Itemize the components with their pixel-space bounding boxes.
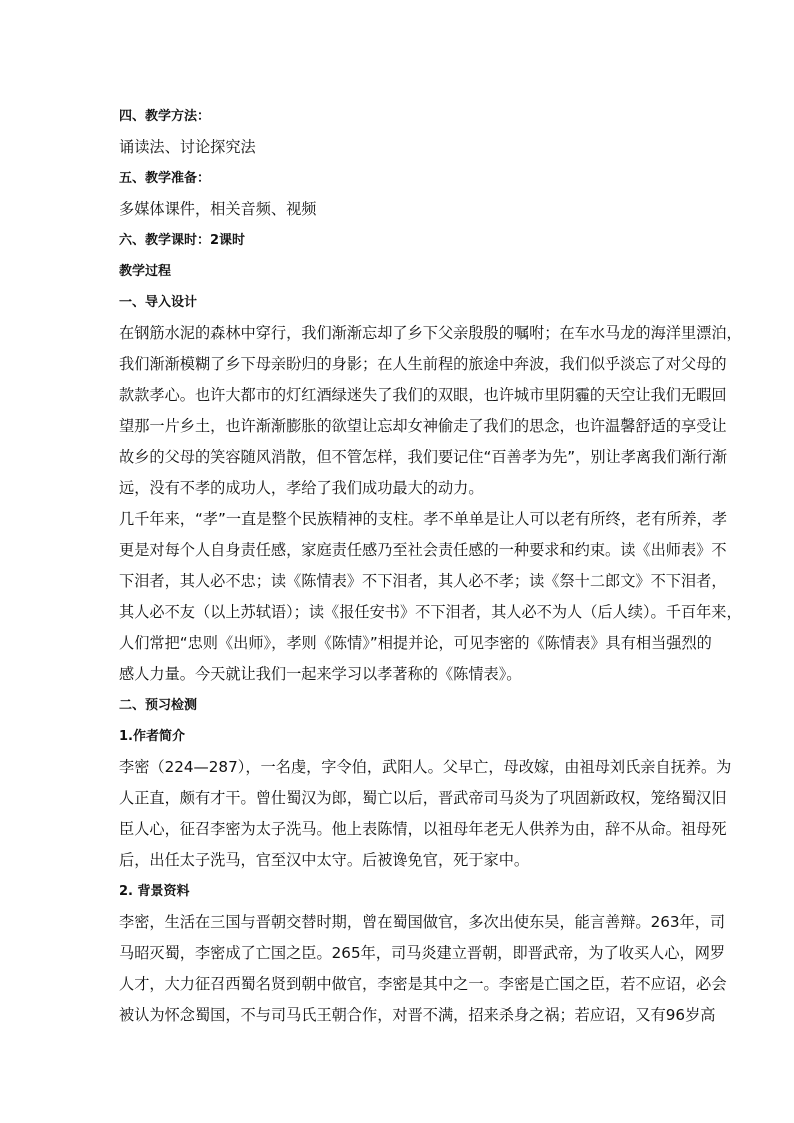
paragraph-line: 望那一片乡土，也许渐渐膨胀的欲望让忘却女神偷走了我们的思念，也许温馨舒适的享受让 [119, 417, 727, 435]
paragraph-line: 被认为怀念蜀国，不与司马氏王朝合作，对晋不满，招来杀身之祸；若应诏，又有96岁高 [119, 1006, 716, 1024]
paragraph-line: 更是对每个人自身责任感，家庭责任感乃至社会责任感的一种要求和约束。读《出师表》不 [119, 541, 727, 559]
part-title-introduction: 一、导入设计 [119, 295, 198, 310]
paragraph-line: 下泪者，其人必不忠；读《陈情表》不下泪者，其人必不孝；读《祭十二郎文》不下泪者， [119, 572, 727, 590]
paragraph-line: 李密，生活在三国与晋朝交替时期，曾在蜀国做官，多次出使东吴，能言善辩。263年，司 [119, 913, 726, 931]
paragraph-line: 其人必不友（以上苏轼语）；读《报任安书》不下泪者，其人必不为人（后人续）。千百年来， [119, 603, 742, 621]
author-paragraph [119, 752, 732, 876]
part-title-preview: 二、预习检测 [119, 698, 198, 713]
paragraph-line: 我们渐渐模糊了乡下母亲盼归的身影；在人生前程的旅途中奔波，我们似乎淡忘了对父母的 [119, 355, 727, 373]
paragraph-line: 臣人心，征召李密为太子洗马。他上表陈情，以祖母年老无人供养为由，辞不从命。祖母死 [119, 820, 727, 838]
methods-text: 诵读法、讨论探究法 [119, 138, 256, 156]
background-paragraph [119, 907, 727, 1031]
paragraph-line: 在钢筋水泥的森林中穿行，我们渐渐忘却了乡下父亲殷殷的嘱咐；在车水马龙的海洋里漂泊， [119, 324, 742, 342]
paragraph-line: 远，没有不孝的成功人，孝给了我们成功最大的动力。 [119, 479, 484, 497]
paragraph-line: 故乡的父母的笑容随风消散，但不管怎样，我们要记住“百善孝为先”，别让孝离我们渐行渐 [119, 448, 728, 466]
section-title-periods: 六、教学课时：2课时 [119, 233, 246, 248]
subsection-title-author: 1.作者简介 [119, 729, 185, 744]
paragraph-line: 李密（224—287），一名虔，字令伯，武阳人。父早亡，母改嫁，由祖母刘氏亲自抚养。为 [119, 758, 732, 776]
paragraph-line: 感人力量。今天就让我们一起来学习以孝著称的《陈情表》。 [119, 665, 522, 683]
section-title-methods: 四、教学方法： [119, 109, 211, 124]
paragraph-line: 后，出任太子洗马，官至汉中太守。后被谗免官，死于家中。 [119, 851, 530, 869]
subsection-title-background: 2. 背景资料 [119, 884, 190, 899]
document-body [119, 101, 742, 1031]
preparation-text: 多媒体课件，相关音频、视频 [119, 200, 317, 218]
paragraph-line: 马昭灭蜀，李密成了亡国之臣。265年，司马炎建立晋朝，即晋武帝，为了收买人心，网罗 [119, 944, 726, 962]
intro-paragraph-1 [119, 318, 742, 504]
paragraph-line: 人们常把“忠则《出师》，孝则《陈情》”相提并论，可见李密的《陈情表》具有相当强烈的 [119, 634, 712, 652]
intro-paragraph-2 [119, 504, 742, 690]
paragraph-line: 人才，大力征召西蜀名贤到朝中做官，李密是其中之一。李密是亡国之臣，若不应诏，必会 [119, 975, 727, 993]
process-title: 教学过程 [119, 264, 172, 279]
paragraph-line: 人正直，颇有才干。曾仕蜀汉为郎，蜀亡以后，晋武帝司马炎为了巩固新政权，笼络蜀汉旧 [119, 789, 727, 807]
paragraph-line: 款款孝心。也许大都市的灯红酒绿迷失了我们的双眼，也许城市里阴霾的天空让我们无暇回 [119, 386, 727, 404]
section-title-preparation: 五、教学准备： [119, 171, 211, 186]
paragraph-line: 几千年来，“孝”一直是整个民族精神的支柱。孝不单单是让人可以老有所终，老有所养，孝 [119, 510, 728, 528]
